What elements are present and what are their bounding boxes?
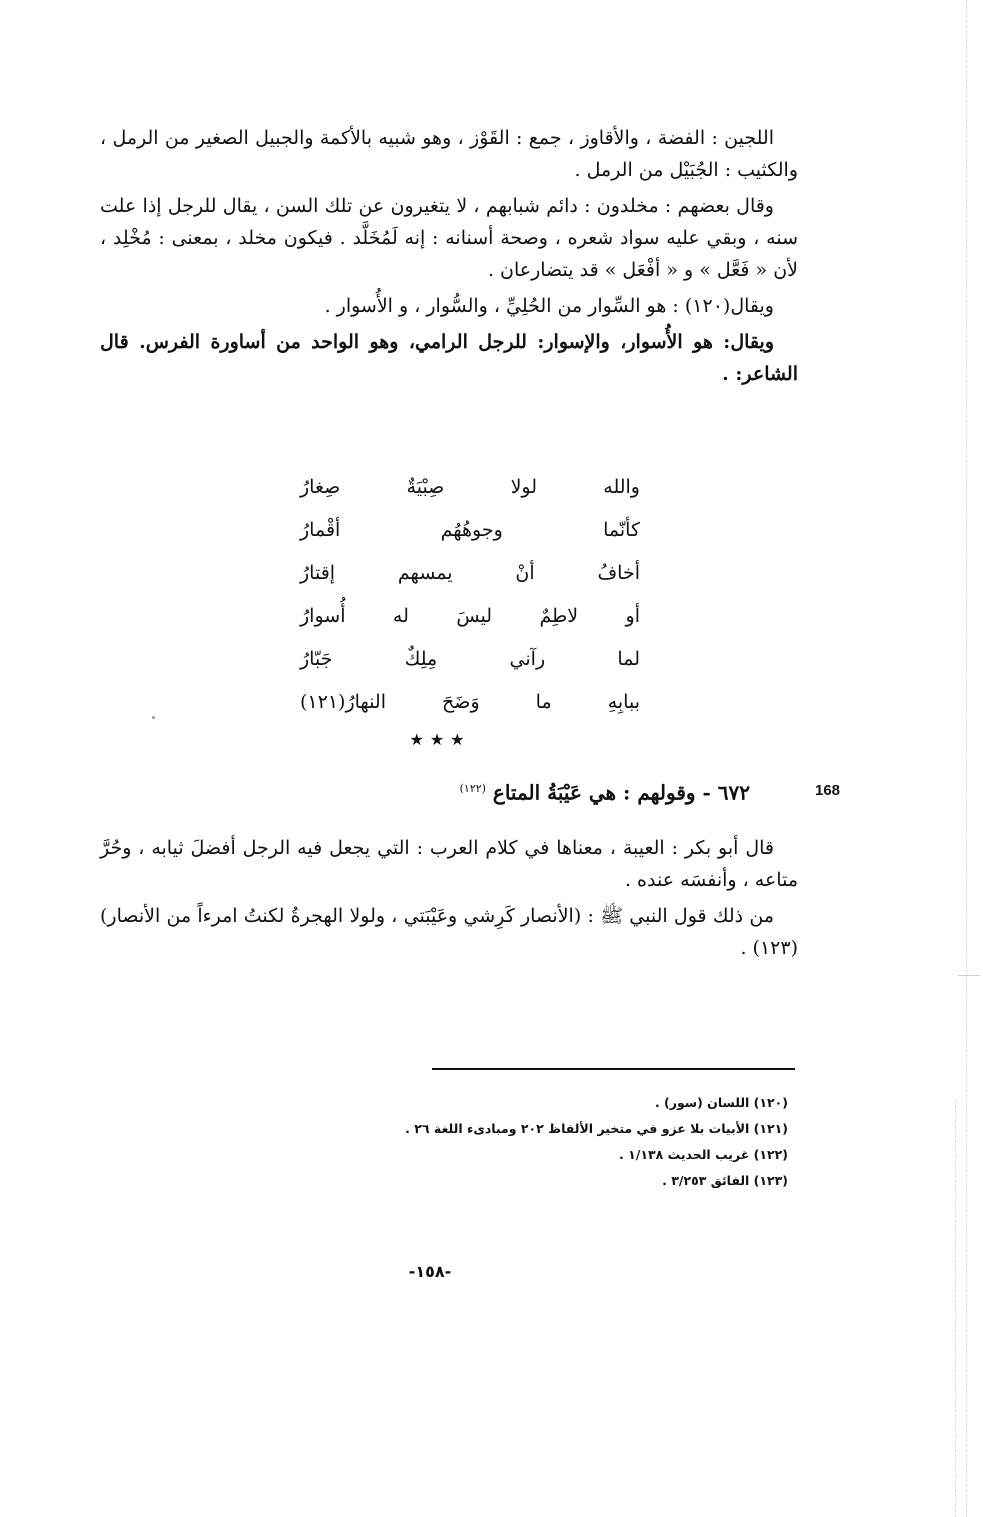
poem-verses [300,466,640,724]
footnote-122: (١٢٢) غريب الحديث ١/١٣٨ . [619,1147,788,1162]
page-number: -١٥٨- [408,1262,452,1281]
scan-edge-line [966,0,967,1517]
entry-heading [250,772,750,810]
section-divider-stars: ★★★ [409,730,471,749]
footnotes [330,1090,788,1194]
footnote-121: (١٢١) الأبيات بلا عزو في متخير الألفاظ ٢٠٢ ومبادىء اللغة ٢٦ . [405,1121,788,1136]
scan-edge-line [955,1100,956,1517]
poem-line: أخافُ أنْ يمسهم إقتارُ [300,562,640,584]
bottom-text-block [100,832,798,968]
top-text-block [100,122,798,394]
paragraph-siwar: ويقال(١٢٠) : هو السِّوار من الحُلِيِّ ، والسُّوار ، و الأُسوار . [324,295,774,317]
entry-heading-footnote-ref: (١٢٢) [459,782,486,795]
scan-mark [958,975,980,976]
scan-speck [152,716,155,719]
entry-heading-title: ٦٧٢ - وقولهم : هي عَيْبَةُ المتاع [492,780,750,805]
poem-line: ببابِهِ ما وَضَحَ النهارُ(١٢١) [300,691,640,713]
paragraph-uswar: ويقال: هو الأُسوار، والإسوار: للرجل الرامي، وهو الواحد من أساورة الفرس. قال الشاعر: . [100,331,798,385]
poem-line: كأنّما وجوهُهُم أقْمارُ [300,519,640,541]
footnote-123: (١٢٣) الفائق ٣/٢٥٣ . [662,1173,788,1188]
footnote-separator [432,1068,795,1070]
paragraph-lujain: اللجين : الفضة ، والأقاوز ، جمع : القَوْز ، وهو شبيه بالأكمة والجبيل الصغير من الرمل ، والكثيب : الجُبَيْل من الرمل . [100,127,798,181]
margin-page-number: 168 [815,782,841,799]
poem-line: أو لاطِمٌ ليسَ له أُسوارُ [300,605,640,627]
paragraph-ayba: قال أبو بكر : العيبة ، معناها في كلام العرب : التي يجعل فيه الرجل أفضلَ ثيابه ، وحُرَّ متاعه ، وأنفسَه عنده . [100,837,798,891]
poem-line: لما رآني مِلِكٌ جَبّارُ [300,648,640,670]
paragraph-mukhalladun: وقال بعضهم : مخلدون : دائم شبابهم ، لا يتغيرون عن تلك السن ، يقال للرجل إذا علت سنه ، وبقي عليه سواد شعره ، وصحة أسنانه : إنه لَمُخَلَّد . فيكون مخلد ، بمعنى : مُخْلِد ، لأن « فَعَّل » و « أفْعَل » قد يتضارعان . [100,195,798,281]
paragraph-hadith: من ذلك قول النبي ﷺ : (الأنصار كَرِشي وعَيْبَتي ، ولولا الهجرةُ لكنتُ امرءاً من الأنصار)(١٢٣) . [100,905,798,959]
footnote-120: (١٢٠) اللسان (سور) . [654,1095,788,1110]
poem-line: والله لولا صِبْيَةٌ صِغارُ [300,476,640,498]
